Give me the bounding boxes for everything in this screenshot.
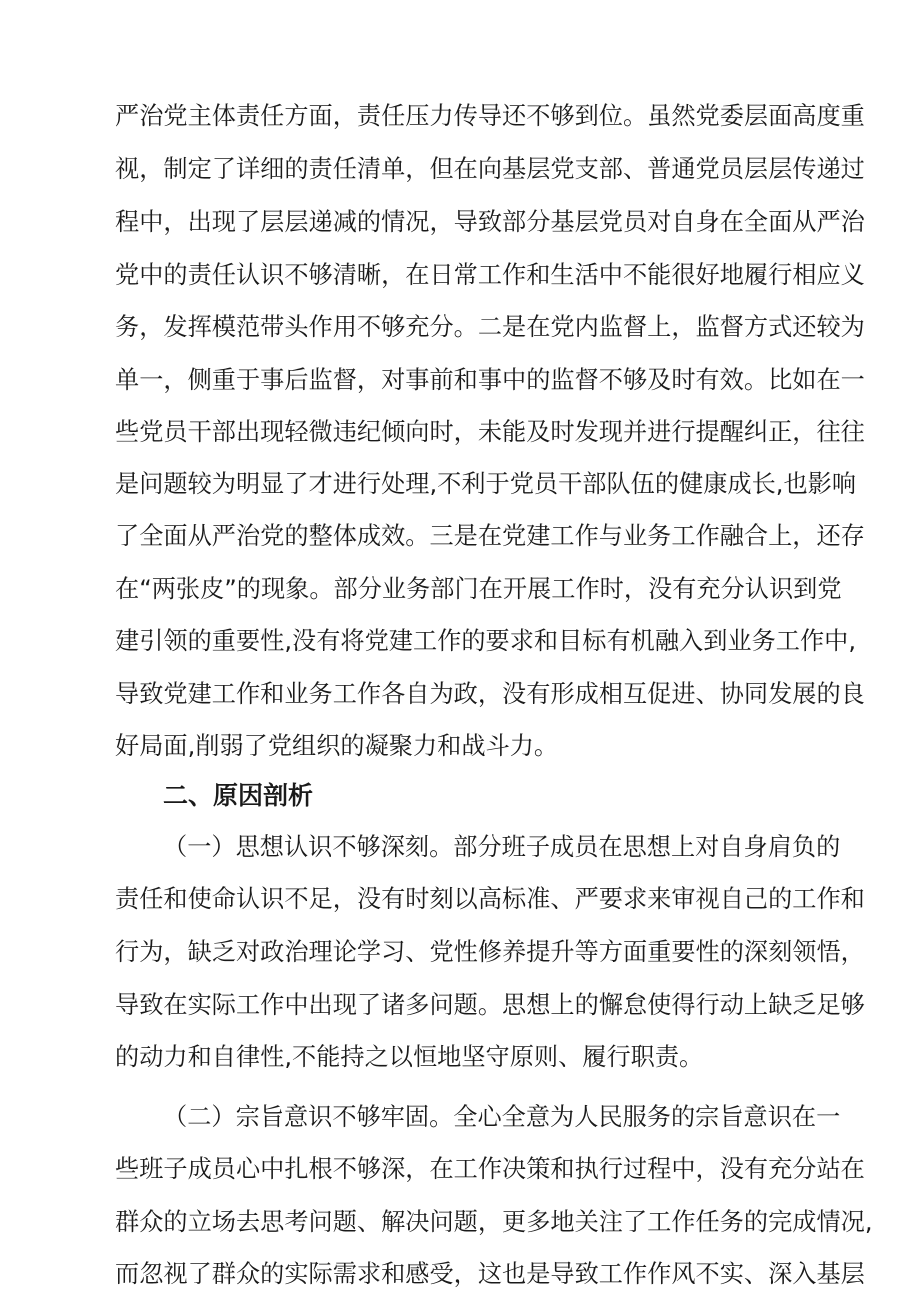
text-line: 责任和使命认识不足，没有时刻以高标准、严要求来审视自己的工作和 bbox=[115, 885, 865, 913]
section-heading: 二、原因剖析 bbox=[163, 781, 314, 810]
text-line: 些党员干部出现轻微违纪倾向时，未能及时发现并进行提醒纠正，往往 bbox=[115, 418, 865, 446]
text-line: 视，制定了详细的责任清单，但在向基层党支部、普通党员层层传递过 bbox=[115, 155, 865, 183]
text-line: 好局面,削弱了党组织的凝聚力和战斗力。 bbox=[115, 732, 559, 760]
text-line: 的动力和自律性,不能持之以恒地坚守原则、履行职责。 bbox=[115, 1043, 704, 1071]
text-line: 程中，出现了层层递减的情况，导致部分基层党员对自身在全面从严治 bbox=[115, 208, 865, 236]
text-line: 些班子成员心中扎根不够深，在工作决策和执行过程中，没有充分站在 bbox=[115, 1155, 865, 1183]
text-line: （二）宗旨意识不够牢固。全心全意为人民服务的宗旨意识在一 bbox=[163, 1103, 841, 1131]
text-line: 务，发挥模范带头作用不够充分。二是在党内监督上，监督方式还较为 bbox=[115, 313, 865, 341]
text-line: （一）思想认识不够深刻。部分班子成员在思想上对自身肩负的 bbox=[163, 833, 841, 861]
text-line: 导致党建工作和业务工作各自为政，没有形成相互促进、协同发展的良 bbox=[115, 680, 865, 708]
text-line: 党中的责任认识不够清晰，在日常工作和生活中不能很好地履行相应义 bbox=[115, 261, 865, 289]
text-line: 而忽视了群众的实际需求和感受，这也是导致工作作风不实、深入基层 bbox=[115, 1260, 865, 1288]
text-line: 是问题较为明显了才进行处理,不利于党员干部队伍的健康成长,也影响 bbox=[115, 470, 857, 498]
text-line: 在“两张皮”的现象。部分业务部门在开展工作时，没有充分认识到党 bbox=[115, 575, 842, 603]
text-line: 行为，缺乏对政治理论学习、党性修养提升等方面重要性的深刻领悟， bbox=[115, 938, 865, 966]
text-line: 严治党主体责任方面，责任压力传导还不够到位。虽然党委层面高度重 bbox=[115, 102, 865, 130]
text-line: 建引领的重要性,没有将党建工作的要求和目标有机融入到业务工作中, bbox=[115, 627, 857, 655]
text-line: 单一，侧重于事后监督，对事前和事中的监督不够及时有效。比如在一 bbox=[115, 366, 865, 394]
text-line: 群众的立场去思考问题、解决问题，更多地关注了工作任务的完成情况, bbox=[115, 1208, 873, 1236]
text-line: 了全面从严治党的整体成效。三是在党建工作与业务工作融合上，还存 bbox=[115, 522, 865, 550]
text-line: 导致在实际工作中出现了诸多问题。思想上的懈怠使得行动上缺乏足够 bbox=[115, 991, 865, 1019]
